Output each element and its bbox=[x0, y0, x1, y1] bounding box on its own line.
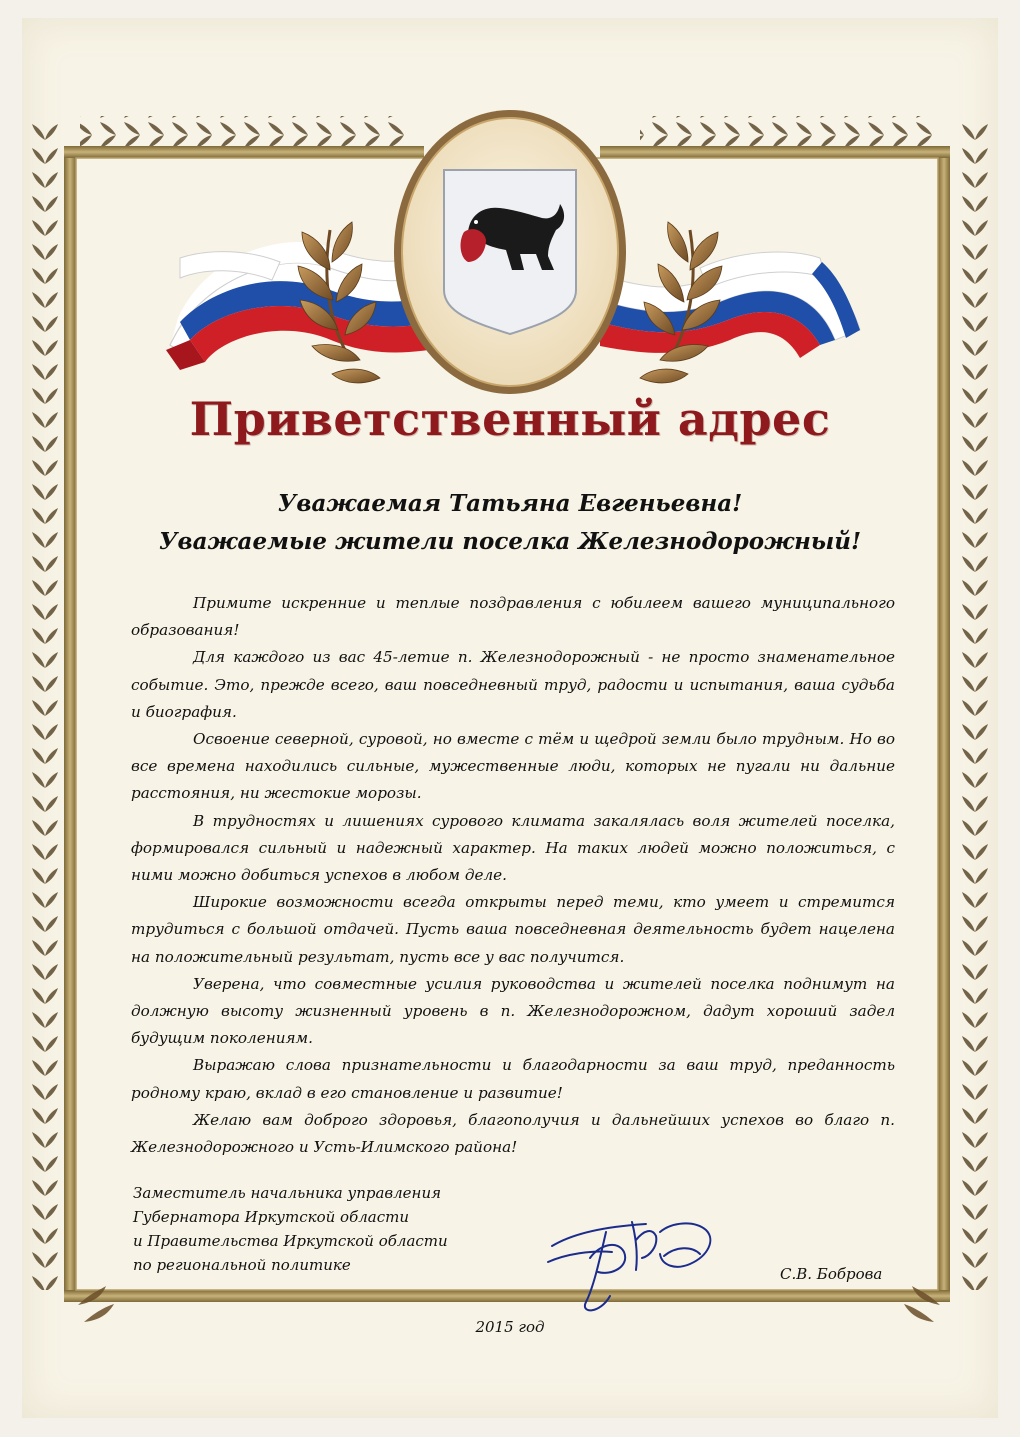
paragraph: Широкие возможности всегда открыты перед теми, кто умеет и стремится трудиться с большой отдачей. Пусть ваша повседневная деятельность будет нацелена на положительный результат, пусть все у вас получится. bbox=[131, 893, 895, 966]
paragraph: Примите искренние и теплые поздравления с юбилеем вашего муниципального образования! bbox=[131, 594, 895, 640]
letter-body bbox=[131, 590, 895, 1161]
salutation-line-1: Уважаемая Татьяна Евгеньевна! bbox=[277, 490, 743, 517]
top-right-leaf-garland bbox=[640, 116, 940, 146]
frame-left bbox=[64, 146, 76, 1296]
frame-right bbox=[938, 146, 950, 1296]
frame-top-left bbox=[64, 146, 424, 158]
signer-position-line: и Правительства Иркутской области bbox=[133, 1232, 448, 1250]
irkutsk-coat-of-arms-icon bbox=[444, 170, 576, 334]
signer-position-line: Заместитель начальника управления bbox=[133, 1184, 442, 1202]
signer-name: С.В. Боброва bbox=[780, 1265, 883, 1283]
paragraph: Желаю вам доброго здоровья, благополучия и дальнейших успехов во благо п. Железнодорожного и Усть-Илимского района! bbox=[131, 1110, 895, 1157]
paragraph: Освоение северной, суровой, но вместе с тём и щедрой земли было трудным. Но во все времена находились сильные, мужественные люди, которых не пугали ни дальние расстояния, ни жестокие морозы. bbox=[131, 730, 895, 803]
paragraph: Для каждого из вас 45-летие п. Железнодорожный - не просто знаменательное событие. Это, прежде всего, ваш повседневный труд, радости и испытания, ваша судьба и биография. bbox=[131, 648, 895, 721]
document-title: Приветственный адрес bbox=[189, 392, 831, 446]
top-left-leaf-garland bbox=[80, 116, 410, 146]
signer-position-line: Губернатора Иркутской области bbox=[133, 1208, 410, 1226]
salutation-line-2: Уважаемые жители поселка Железнодорожный! bbox=[158, 528, 862, 555]
russian-flag-ribbon-icon bbox=[600, 252, 860, 358]
document-year: 2015 год bbox=[475, 1318, 545, 1336]
frame-bottom bbox=[64, 1290, 950, 1302]
paragraph: Выражаю слова признательности и благодарности за ваш труд, преданность родному краю, вклад в его становление и развитие! bbox=[131, 1056, 895, 1102]
frame-top-right bbox=[600, 146, 950, 158]
paragraph: Уверена, что совместные усилия руководства и жителей поселка поднимут на должную высоту жизненный уровень в п. Железнодорожном, дадут хороший задел будущим поколениям. bbox=[131, 974, 895, 1048]
signer-position-line: по региональной политике bbox=[133, 1256, 351, 1274]
signer-position bbox=[133, 1181, 448, 1277]
right-leaf-garland bbox=[958, 120, 990, 1290]
left-leaf-garland bbox=[30, 120, 62, 1290]
paragraph: В трудностях и лишениях сурового климата закалялась воля жителей поселка, формировался сильный и надежный характер. На таких людей можно положиться, с ними можно добиться успехов в любом деле. bbox=[131, 811, 895, 885]
